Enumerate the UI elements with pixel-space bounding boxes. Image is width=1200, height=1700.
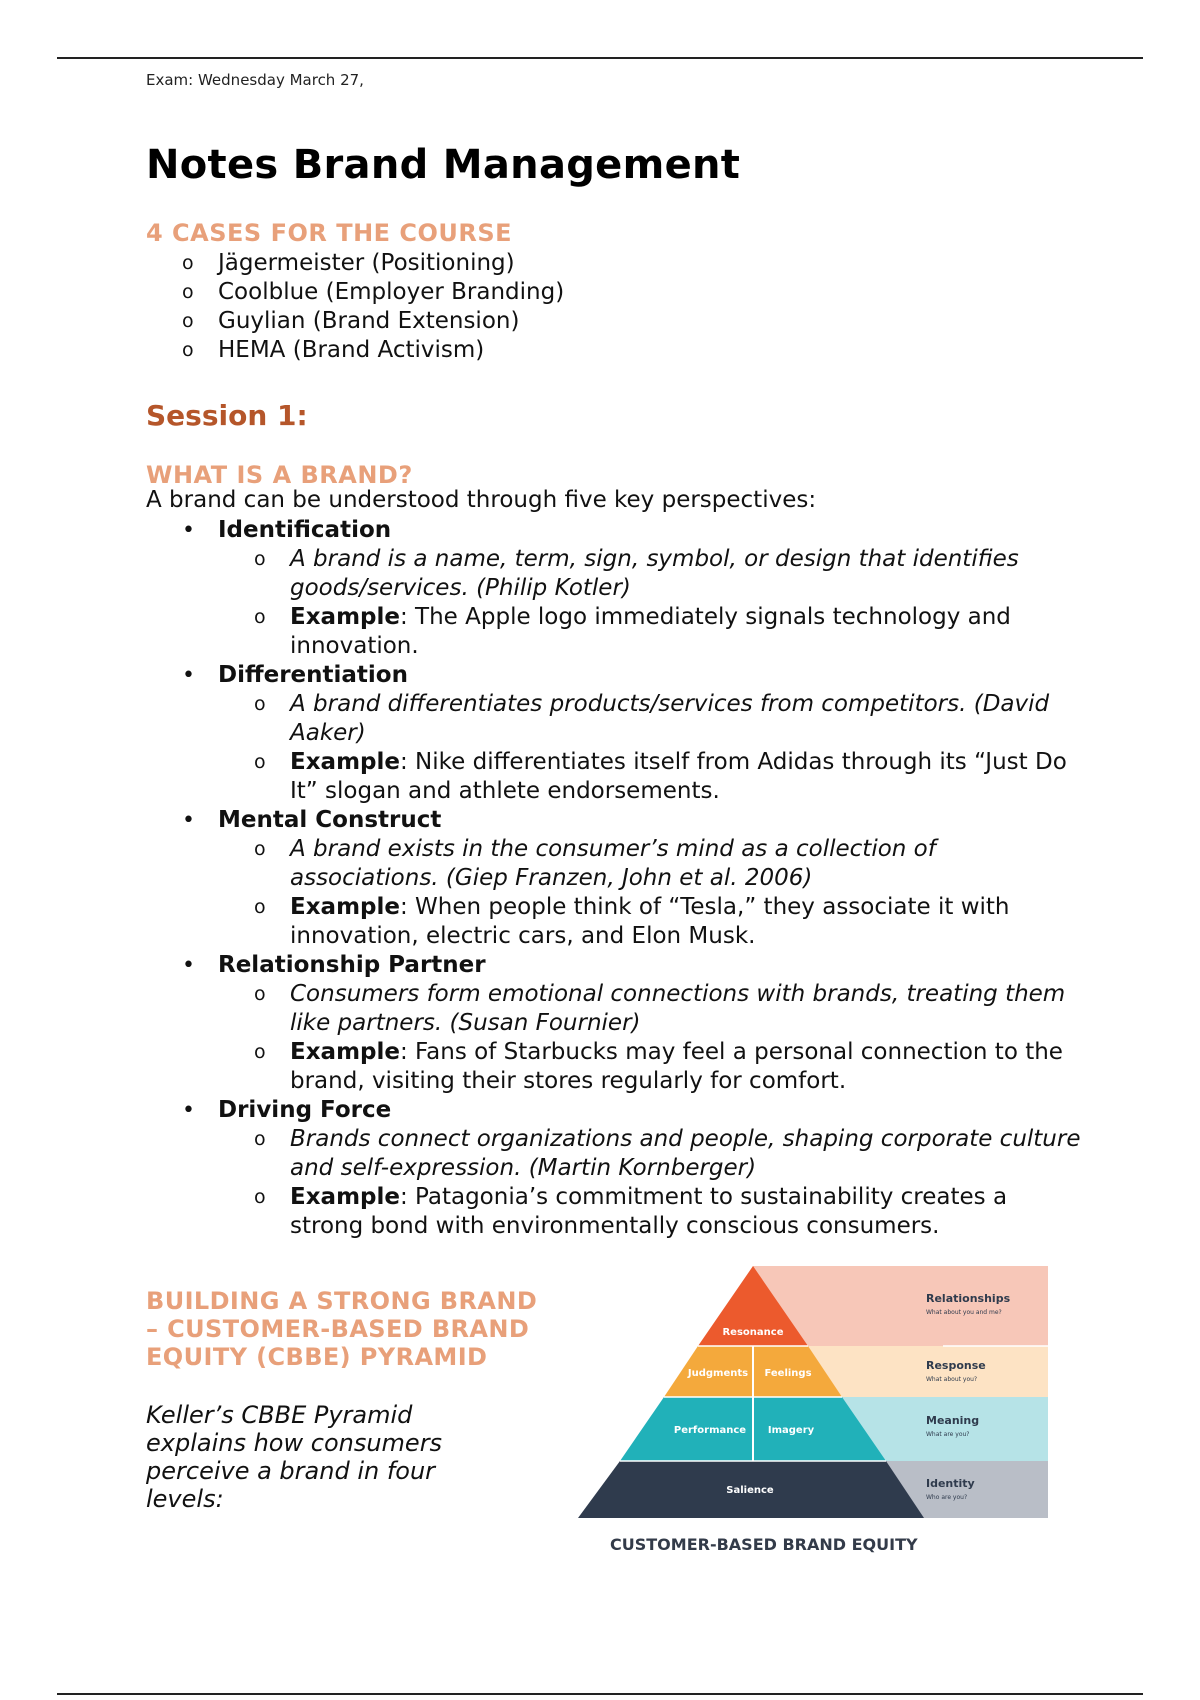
circle-bullet-icon: o bbox=[254, 983, 266, 1005]
perspective-differentiation bbox=[146, 661, 1086, 806]
circle-bullet-icon: o bbox=[182, 339, 194, 361]
perspective-driving-force bbox=[146, 1096, 1086, 1241]
perspective-title: Differentiation bbox=[218, 662, 408, 688]
circle-bullet-icon: o bbox=[254, 1041, 266, 1063]
circle-bullet-icon: o bbox=[254, 548, 266, 570]
circle-bullet-icon: o bbox=[254, 751, 266, 773]
circle-bullet-icon: o bbox=[182, 310, 194, 332]
cbbe-description: Keller’s CBBE Pyramid explains how consumers perceive a brand in four levels: bbox=[146, 1401, 443, 1513]
cases-heading: 4 CASES FOR THE COURSE bbox=[146, 219, 513, 247]
figure-caption: CUSTOMER-BASED BRAND EQUITY bbox=[610, 1535, 918, 1554]
example-item: o Example: When people think of “Tesla,” they associate it with innovation, electric cars, and Elon Musk. bbox=[254, 894, 1010, 949]
definition-item: o A brand is a name, term, sign, symbol, or design that identifies goods/services. (Philip Kotler) bbox=[254, 546, 1019, 601]
perspective-title: Mental Construct bbox=[218, 807, 442, 833]
cbbe-pyramid-figure bbox=[548, 1240, 1068, 1570]
circle-bullet-icon: o bbox=[254, 693, 266, 715]
level-title: Identity bbox=[926, 1477, 975, 1490]
list-item: o Guylian (Brand Extension) bbox=[182, 308, 520, 334]
level-title: Meaning bbox=[926, 1414, 980, 1427]
definition-item: o A brand exists in the consumer’s mind as a collection of associations. (Giep Franzen, John et al. 2006) bbox=[254, 836, 936, 891]
perspectives-list bbox=[146, 516, 1086, 1241]
list-item: o Coolblue (Employer Branding) bbox=[182, 279, 565, 305]
level-question: What about you and me? bbox=[926, 1309, 1002, 1316]
example-item: o Example: Patagonia’s commitment to sustainability creates a strong bond with environmentally conscious consumers. bbox=[254, 1184, 1008, 1239]
level-title: Relationships bbox=[926, 1292, 1011, 1305]
definition-item: o A brand differentiates products/services from competitors. (David Aaker) bbox=[254, 691, 1050, 746]
bullet-icon: • bbox=[182, 663, 195, 688]
session-heading: Session 1: bbox=[146, 399, 308, 432]
perspective-title: Relationship Partner bbox=[218, 952, 486, 978]
bottom-rule bbox=[57, 1693, 1143, 1695]
level-question: What about you? bbox=[926, 1376, 978, 1383]
example-item: o Example: Nike differentiates itself from Adidas through its “Just Do It” slogan and athlete endorsements. bbox=[254, 749, 1067, 804]
circle-bullet-icon: o bbox=[254, 606, 266, 628]
circle-bullet-icon: o bbox=[254, 1186, 266, 1208]
salience-label: Salience bbox=[726, 1485, 774, 1496]
header-note: Exam: Wednesday March 27, bbox=[146, 71, 364, 89]
example-item: o Example: The Apple logo immediately signals technology and innovation. bbox=[254, 604, 1011, 659]
level-question: Who are you? bbox=[926, 1494, 968, 1501]
circle-bullet-icon: o bbox=[182, 281, 194, 303]
perspective-identification bbox=[146, 516, 1086, 661]
judgments-label: Judgments bbox=[687, 1368, 749, 1379]
page-title: Notes Brand Management bbox=[146, 142, 741, 188]
level-question: What are you? bbox=[926, 1431, 970, 1438]
perspective-mental-construct bbox=[146, 806, 1086, 951]
bullet-icon: • bbox=[182, 518, 195, 543]
circle-bullet-icon: o bbox=[254, 896, 266, 918]
top-rule bbox=[57, 57, 1143, 59]
list-item: o Jägermeister (Positioning) bbox=[182, 250, 515, 276]
what-is-brand-heading: WHAT IS A BRAND? bbox=[146, 461, 413, 489]
perspective-relationship-partner bbox=[146, 951, 1086, 1096]
cbbe-heading: BUILDING A STRONG BRAND – CUSTOMER-BASED BRAND EQUITY (CBBE) PYRAMID bbox=[146, 1287, 538, 1371]
circle-bullet-icon: o bbox=[254, 838, 266, 860]
cases-list bbox=[146, 249, 564, 365]
level-title: Response bbox=[926, 1359, 986, 1372]
circle-bullet-icon: o bbox=[254, 1128, 266, 1150]
definition-item: o Consumers form emotional connections with brands, treating them like partners. (Susan Fournier) bbox=[254, 981, 1066, 1036]
feelings-label: Feelings bbox=[764, 1368, 812, 1379]
bullet-icon: • bbox=[182, 1098, 195, 1123]
performance-label: Performance bbox=[673, 1425, 747, 1436]
list-item: o HEMA (Brand Activism) bbox=[182, 337, 485, 363]
circle-bullet-icon: o bbox=[182, 252, 194, 274]
imagery-label: Imagery bbox=[767, 1425, 815, 1436]
bullet-icon: • bbox=[182, 953, 195, 978]
perspective-title: Identification bbox=[218, 517, 392, 543]
perspective-title: Driving Force bbox=[218, 1097, 392, 1123]
example-item: o Example: Fans of Starbucks may feel a personal connection to the brand, visiting their stores regularly for comfort. bbox=[254, 1039, 1063, 1094]
resonance-label: Resonance bbox=[722, 1327, 784, 1338]
cbbe-pyramid bbox=[548, 1240, 1068, 1530]
definition-item: o Brands connect organizations and people, shaping corporate culture and self-expression. (Martin Kornberger) bbox=[254, 1126, 1081, 1181]
bullet-icon: • bbox=[182, 808, 195, 833]
perspectives-intro: A brand can be understood through five key perspectives: bbox=[146, 487, 817, 513]
